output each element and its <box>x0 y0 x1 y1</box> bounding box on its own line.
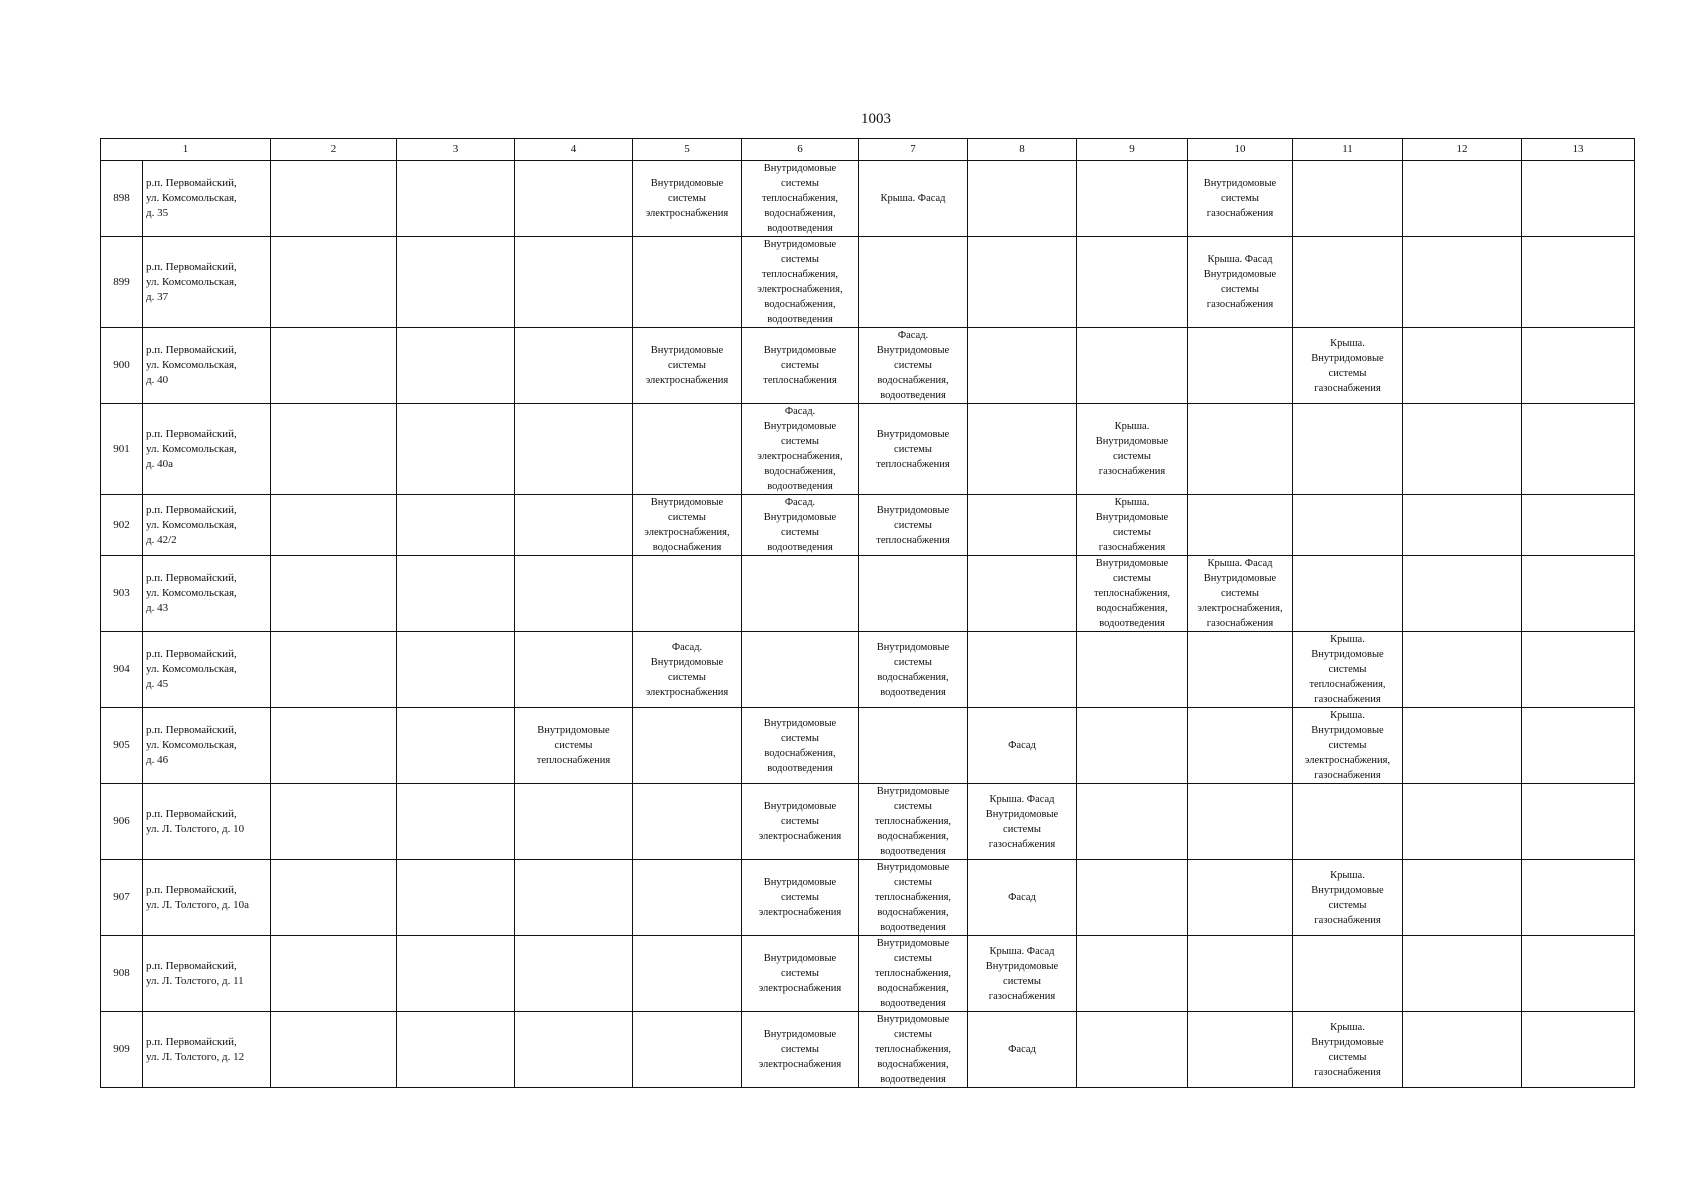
table-row <box>101 404 1635 495</box>
work-cell <box>968 161 1077 237</box>
column-header: 10 <box>1188 139 1293 161</box>
address-cell <box>143 161 271 237</box>
work-cell <box>515 237 633 328</box>
work-text: Внутридомовые системы электроснабжения <box>758 953 842 994</box>
work-text: Внутридомовые системы теплоснабжения, водоснабжения, водоотведения <box>874 1014 952 1085</box>
work-cell <box>1188 936 1293 1012</box>
work-cell <box>1522 632 1635 708</box>
work-cell <box>1077 1012 1188 1088</box>
work-cell <box>859 1012 968 1088</box>
work-cell <box>397 860 515 936</box>
work-cell <box>1403 936 1522 1012</box>
work-cell <box>271 632 397 708</box>
work-cell <box>515 708 633 784</box>
work-cell <box>968 708 1077 784</box>
work-cell <box>1188 860 1293 936</box>
work-cell <box>859 556 968 632</box>
work-cell <box>1077 328 1188 404</box>
work-cell <box>515 1012 633 1088</box>
work-text: Фасад. Внутридомовые системы водоотведения <box>763 497 837 553</box>
address-text: р.п. Первомайский, ул. Комсомольская, д. 42/2 <box>146 503 237 546</box>
work-text: Внутридомовые системы электроснабжения <box>645 178 729 219</box>
table-row <box>101 237 1635 328</box>
work-cell <box>633 860 742 936</box>
work-cell <box>1188 404 1293 495</box>
row-number: 907 <box>101 860 143 936</box>
work-cell <box>1522 708 1635 784</box>
work-text: Внутридомовые системы теплоснабжения, водоснабжения, водоотведения <box>874 786 952 857</box>
work-cell <box>1188 556 1293 632</box>
work-cell <box>742 404 859 495</box>
work-cell <box>968 495 1077 556</box>
work-cell <box>1188 708 1293 784</box>
work-cell <box>859 632 968 708</box>
work-text: Фасад <box>1008 892 1036 903</box>
work-text: Крыша. Внутридомовые системы газоснабжения <box>1311 869 1384 926</box>
address-cell <box>143 936 271 1012</box>
work-cell <box>397 1012 515 1088</box>
table-row <box>101 495 1635 556</box>
address-cell <box>143 1012 271 1088</box>
work-cell <box>968 860 1077 936</box>
table-row <box>101 161 1635 237</box>
column-header: 7 <box>859 139 968 161</box>
work-text: Внутридомовые системы теплоснабжения, водоснабжения, водоотведения <box>761 163 839 234</box>
work-text: Фасад. Внутридомовые системы электроснабжения, водоснабжения, водоотведения <box>757 406 843 492</box>
work-cell <box>271 237 397 328</box>
work-cell <box>1077 495 1188 556</box>
work-cell <box>1188 237 1293 328</box>
work-text: Крыша. Внутридомовые системы теплоснабжения, газоснабжения <box>1309 634 1386 705</box>
work-cell <box>633 632 742 708</box>
address-cell <box>143 632 271 708</box>
work-cell <box>515 328 633 404</box>
work-cell <box>742 237 859 328</box>
work-text: Внутридомовые системы теплоснабжения <box>763 345 837 386</box>
work-cell <box>397 936 515 1012</box>
work-cell <box>1293 495 1403 556</box>
work-cell <box>1403 1012 1522 1088</box>
work-cell <box>397 632 515 708</box>
row-number: 903 <box>101 556 143 632</box>
column-header: 13 <box>1522 139 1635 161</box>
address-cell <box>143 784 271 860</box>
work-text: Внутридомовые системы теплоснабжения, водоснабжения, водоотведения <box>874 938 952 1009</box>
work-cell <box>968 784 1077 860</box>
work-cell <box>633 784 742 860</box>
work-cell <box>968 556 1077 632</box>
work-cell <box>271 556 397 632</box>
work-cell <box>271 1012 397 1088</box>
work-cell <box>1293 708 1403 784</box>
work-cell <box>1522 556 1635 632</box>
work-cell <box>397 556 515 632</box>
address-cell <box>143 237 271 328</box>
column-header: 8 <box>968 139 1077 161</box>
work-cell <box>397 708 515 784</box>
work-cell <box>859 708 968 784</box>
work-cell <box>859 495 968 556</box>
work-cell <box>1403 161 1522 237</box>
work-cell <box>515 495 633 556</box>
work-cell <box>1403 404 1522 495</box>
work-cell <box>633 708 742 784</box>
table-row <box>101 328 1635 404</box>
work-text: Внутридомовые системы теплоснабжения <box>536 725 611 766</box>
work-cell <box>859 860 968 936</box>
work-cell <box>1403 237 1522 328</box>
work-text: Фасад. Внутридомовые системы водоснабжения, водоотведения <box>876 330 950 401</box>
work-text: Внутридомовые системы электроснабжения <box>758 801 842 842</box>
work-cell <box>1077 161 1188 237</box>
work-cell <box>271 860 397 936</box>
work-cell <box>1077 556 1188 632</box>
address-text: р.п. Первомайский, ул. Комсомольская, д. 43 <box>146 572 237 614</box>
work-cell <box>515 404 633 495</box>
work-cell <box>397 495 515 556</box>
work-text: Внутридомовые системы электроснабжения <box>758 1029 842 1070</box>
work-text: Крыша. Фасад Внутридомовые системы газоснабжения <box>985 793 1059 850</box>
work-cell <box>1403 708 1522 784</box>
table-row <box>101 784 1635 860</box>
work-cell <box>742 161 859 237</box>
work-cell <box>1403 784 1522 860</box>
work-cell <box>742 860 859 936</box>
work-text: Крыша. Фасад Внутридомовые системы газоснабжения <box>1203 254 1277 310</box>
table-row <box>101 556 1635 632</box>
work-cell <box>1522 495 1635 556</box>
table-row <box>101 1012 1635 1088</box>
work-cell <box>742 556 859 632</box>
work-text: Крыша. Фасад <box>880 193 946 204</box>
work-cell <box>968 328 1077 404</box>
work-cell <box>742 1012 859 1088</box>
work-cell <box>1522 860 1635 936</box>
work-cell <box>633 936 742 1012</box>
work-cell <box>1293 1012 1403 1088</box>
column-header: 1 <box>101 139 271 161</box>
work-cell <box>1188 1012 1293 1088</box>
column-header: 4 <box>515 139 633 161</box>
work-cell <box>633 161 742 237</box>
row-number: 904 <box>101 632 143 708</box>
header-row <box>101 139 1635 161</box>
work-cell <box>515 784 633 860</box>
address-text: р.п. Первомайский, ул. Комсомольская, д. 35 <box>146 177 237 219</box>
work-cell <box>515 161 633 237</box>
work-text: Крыша. Внутридомовые системы электроснабжения, газоснабжения <box>1304 710 1391 781</box>
row-number: 899 <box>101 237 143 328</box>
work-cell <box>859 936 968 1012</box>
work-cell <box>1522 1012 1635 1088</box>
work-text: Внутридомовые системы электроснабжения <box>758 877 842 918</box>
work-cell <box>1522 237 1635 328</box>
row-number: 908 <box>101 936 143 1012</box>
row-number: 905 <box>101 708 143 784</box>
address-text: р.п. Первомайский, ул. Л. Толстого, д. 11 <box>146 959 244 987</box>
work-cell <box>968 237 1077 328</box>
work-cell <box>1522 161 1635 237</box>
work-cell <box>742 936 859 1012</box>
address-text: р.п. Первомайский, ул. Комсомольская, д. 40 <box>146 344 237 386</box>
work-cell <box>1403 328 1522 404</box>
table-row <box>101 860 1635 936</box>
work-cell <box>1077 860 1188 936</box>
work-cell <box>633 556 742 632</box>
column-header: 9 <box>1077 139 1188 161</box>
work-cell <box>859 328 968 404</box>
row-number: 900 <box>101 328 143 404</box>
work-text: Крыша. Внутридомовые системы газоснабжения <box>1095 421 1169 477</box>
address-cell <box>143 404 271 495</box>
work-cell <box>742 328 859 404</box>
work-cell <box>1293 161 1403 237</box>
address-text: р.п. Первомайский, ул. Л. Толстого, д. 10 <box>146 807 245 835</box>
work-cell <box>515 556 633 632</box>
work-cell <box>1188 784 1293 860</box>
column-header: 12 <box>1403 139 1522 161</box>
work-text: Крыша. Фасад Внутридомовые системы электроснабжения, газоснабжения <box>1197 558 1283 629</box>
work-cell <box>1403 495 1522 556</box>
work-text: Внутридомовые системы газоснабжения <box>1203 178 1277 219</box>
work-cell <box>397 237 515 328</box>
work-text: Крыша. Внутридомовые системы газоснабжения <box>1095 497 1169 553</box>
work-cell <box>1077 784 1188 860</box>
work-cell <box>633 328 742 404</box>
column-header: 5 <box>633 139 742 161</box>
work-cell <box>271 936 397 1012</box>
work-cell <box>397 404 515 495</box>
work-text: Внутридомовые системы водоснабжения, водоотведения <box>763 717 837 774</box>
address-text: р.п. Первомайский, ул. Л. Толстого, д. 12 <box>146 1035 245 1063</box>
work-text: Фасад <box>1008 1044 1036 1055</box>
work-cell <box>859 161 968 237</box>
work-cell <box>968 936 1077 1012</box>
work-cell <box>1293 404 1403 495</box>
work-cell <box>1293 632 1403 708</box>
address-cell <box>143 328 271 404</box>
work-cell <box>1188 495 1293 556</box>
work-cell <box>859 237 968 328</box>
address-text: р.п. Первомайский, ул. Комсомольская, д. 40а <box>146 427 237 470</box>
work-cell <box>1293 556 1403 632</box>
work-cell <box>271 404 397 495</box>
work-cell <box>515 860 633 936</box>
work-cell <box>1522 328 1635 404</box>
work-text: Внутридомовые системы теплоснабжения, электроснабжения, водоснабжения, водоотведения <box>757 239 843 325</box>
work-cell <box>742 495 859 556</box>
work-cell <box>1293 784 1403 860</box>
address-text: р.п. Первомайский, ул. Л. Толстого, д. 10а <box>146 883 249 911</box>
work-cell <box>633 1012 742 1088</box>
work-cell <box>1077 237 1188 328</box>
work-cell <box>968 632 1077 708</box>
work-cell <box>742 632 859 708</box>
work-cell <box>1188 632 1293 708</box>
work-cell <box>1293 237 1403 328</box>
work-cell <box>859 404 968 495</box>
table-row <box>101 708 1635 784</box>
row-number: 909 <box>101 1012 143 1088</box>
table-body <box>101 161 1635 1088</box>
repair-schedule-table <box>100 138 1635 1088</box>
page-number: 1003 <box>861 111 891 127</box>
work-cell <box>633 495 742 556</box>
work-cell <box>742 708 859 784</box>
table-row <box>101 936 1635 1012</box>
work-cell <box>1522 404 1635 495</box>
work-text: Фасад <box>1008 740 1036 751</box>
work-text: Крыша. Внутридомовые системы газоснабжения <box>1311 337 1384 394</box>
work-text: Внутридомовые системы водоснабжения, водоотведения <box>876 641 950 698</box>
address-cell <box>143 556 271 632</box>
column-header: 6 <box>742 139 859 161</box>
work-cell <box>271 708 397 784</box>
work-cell <box>1522 936 1635 1012</box>
work-text: Крыша. Внутридомовые системы газоснабжения <box>1311 1021 1384 1078</box>
work-text: Крыша. Фасад Внутридомовые системы газоснабжения <box>985 945 1059 1002</box>
work-cell <box>1403 556 1522 632</box>
work-text: Внутридомовые системы теплоснабжения, водоснабжения, водоотведения <box>874 862 952 933</box>
work-cell <box>1293 860 1403 936</box>
work-cell <box>271 328 397 404</box>
work-cell <box>1077 936 1188 1012</box>
address-text: р.п. Первомайский, ул. Комсомольская, д. 37 <box>146 260 237 303</box>
work-cell <box>1403 632 1522 708</box>
address-text: р.п. Первомайский, ул. Комсомольская, д. 45 <box>146 648 237 690</box>
work-text: Внутридомовые системы теплоснабжения, водоснабжения, водоотведения <box>1093 558 1171 629</box>
work-cell <box>1077 632 1188 708</box>
work-text: Внутридомовые системы теплоснабжения <box>876 504 950 546</box>
work-text: Внутридомовые системы электроснабжения, водоснабжения <box>644 497 730 553</box>
work-cell <box>968 404 1077 495</box>
work-cell <box>968 1012 1077 1088</box>
work-cell <box>515 632 633 708</box>
work-cell <box>633 404 742 495</box>
work-cell <box>271 161 397 237</box>
work-cell <box>1188 328 1293 404</box>
column-header: 2 <box>271 139 397 161</box>
work-cell <box>271 784 397 860</box>
work-cell <box>859 784 968 860</box>
row-number: 906 <box>101 784 143 860</box>
column-header: 11 <box>1293 139 1403 161</box>
work-cell <box>397 328 515 404</box>
work-text: Внутридомовые системы электроснабжения <box>645 345 729 386</box>
work-text: Фасад. Внутридомовые системы электроснабжения <box>645 641 729 698</box>
work-cell <box>1188 161 1293 237</box>
work-cell <box>1077 708 1188 784</box>
work-cell <box>1293 328 1403 404</box>
table-row <box>101 632 1635 708</box>
work-cell <box>515 936 633 1012</box>
address-text: р.п. Первомайский, ул. Комсомольская, д. 46 <box>146 724 237 766</box>
column-header: 3 <box>397 139 515 161</box>
work-cell <box>1403 860 1522 936</box>
work-cell <box>1293 936 1403 1012</box>
address-cell <box>143 708 271 784</box>
address-cell <box>143 495 271 556</box>
work-text: Внутридомовые системы теплоснабжения <box>876 428 950 470</box>
work-cell <box>397 161 515 237</box>
work-cell <box>271 495 397 556</box>
address-cell <box>143 860 271 936</box>
row-number: 901 <box>101 404 143 495</box>
row-number: 898 <box>101 161 143 237</box>
row-number: 902 <box>101 495 143 556</box>
work-cell <box>742 784 859 860</box>
work-cell <box>1522 784 1635 860</box>
work-cell <box>633 237 742 328</box>
work-cell <box>397 784 515 860</box>
work-cell <box>1077 404 1188 495</box>
